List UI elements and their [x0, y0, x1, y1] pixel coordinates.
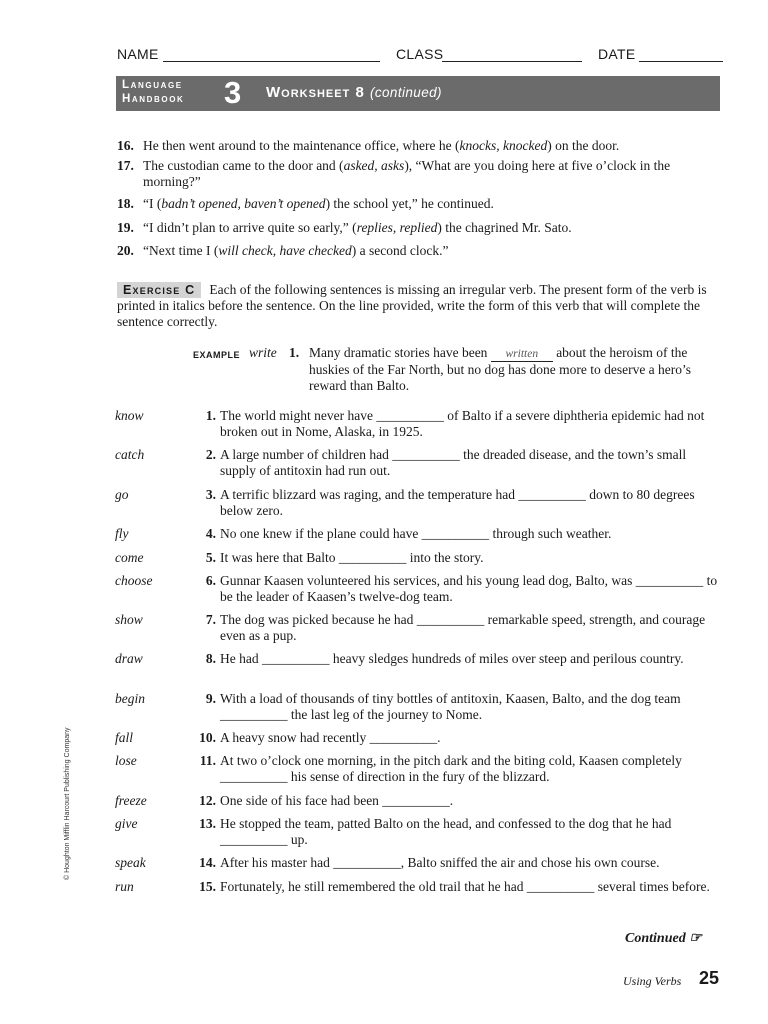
item-sentence[interactable]: The world might never have __________ of Balto if a severe diphtheria epidemic had not broken out in Nome, Alaska, in 1925.	[220, 408, 705, 439]
item-number: 1.	[205, 408, 216, 423]
exercise-instructions: Each of the following sentences is missing an irregular verb. The present form of the verb is printed in italics before the sentence. On the line provided, write the form of this verb that will complete the sentence correctly.	[117, 282, 707, 329]
item-number: 14.	[199, 855, 216, 870]
worksheet-continued: (continued)	[369, 85, 442, 100]
sentence-item	[117, 220, 725, 236]
verb-prompt: begin	[115, 691, 145, 706]
example-label: EXAMPLE	[193, 350, 241, 360]
example-answer: written	[491, 348, 553, 362]
item-sentence	[143, 138, 723, 154]
verb-prompt: come	[115, 550, 144, 565]
exercise-tag: Exercise C	[117, 282, 201, 298]
worksheet-banner	[116, 76, 720, 111]
verb-prompt: fly	[115, 526, 129, 541]
verb-prompt: freeze	[115, 793, 147, 808]
verb-prompt: show	[115, 612, 143, 627]
verb-prompt: draw	[115, 651, 143, 666]
verb-prompt: go	[115, 487, 129, 502]
item-number: 5.	[205, 550, 216, 565]
date-label: DATE	[598, 46, 636, 62]
verb-choices[interactable]: will check, have checked	[218, 243, 352, 258]
name-label: NAME	[117, 46, 159, 62]
example-verb: write	[249, 345, 277, 360]
chapter-number: 3	[224, 75, 242, 110]
footer-title: Using Verbs	[623, 974, 682, 988]
item-sentence[interactable]: He had __________ heavy sledges hundreds of miles over steep and perilous country.	[220, 651, 684, 666]
exercise-c-heading	[117, 282, 723, 330]
verb-prompt: choose	[115, 573, 153, 588]
item-number: 12.	[199, 793, 216, 808]
item-number: 8.	[205, 651, 216, 666]
item-number: 15.	[199, 879, 216, 894]
item-number: 17.	[117, 158, 134, 173]
sentence-text: “I didn’t plan to arrive quite so early,” (	[143, 220, 357, 235]
example-text-pre: Many dramatic stories have been	[309, 345, 488, 360]
item-number: 6.	[205, 573, 216, 588]
item-sentence[interactable]: One side of his face had been __________.	[220, 793, 454, 808]
copyright-notice: © Houghton Mifflin Harcourt Publishing Company	[64, 727, 71, 880]
item-number: 13.	[199, 816, 216, 831]
item-sentence	[143, 158, 723, 190]
item-number: 2.	[205, 447, 216, 462]
sentence-text: ), “What are you doing here at five o’clock in the morning?”	[143, 158, 671, 189]
item-number: 11.	[199, 753, 216, 768]
sentence-item	[117, 158, 725, 190]
item-sentence[interactable]: The dog was picked because he had __________ remarkable speed, strength, and courage even as a pup.	[220, 612, 706, 643]
verb-choices[interactable]: knocks, knocked	[459, 138, 548, 153]
sentence-text: “I (	[143, 196, 162, 211]
sentence-item	[117, 243, 725, 259]
item-number: 4.	[205, 526, 216, 541]
item-sentence[interactable]: A heavy snow had recently __________.	[220, 730, 441, 745]
item-number: 20.	[117, 243, 134, 258]
sentence-text: ) on the door.	[547, 138, 620, 153]
continued-label: Continued ☞	[625, 931, 702, 946]
item-number: 18.	[117, 196, 134, 211]
item-sentence[interactable]: No one knew if the plane could have __________ through such weather.	[220, 526, 612, 541]
verb-prompt: run	[115, 879, 134, 894]
item-number: 10.	[199, 730, 216, 745]
example-text-post: about the heroism of the huskies of the Far North, but no dog has done more to deserve a hero’s reward than Balto.	[309, 345, 692, 393]
name-field[interactable]	[163, 61, 380, 62]
sentence-text: ) the school yet,” he continued.	[325, 196, 494, 211]
item-sentence[interactable]: A terrific blizzard was raging, and the temperature had __________ down to 80 degrees below zero.	[220, 487, 695, 518]
page-number: 25	[699, 968, 720, 988]
sentence-item	[117, 138, 725, 154]
item-number: 19.	[117, 220, 134, 235]
item-number: 9.	[205, 691, 216, 706]
item-sentence	[143, 220, 723, 236]
item-sentence[interactable]: With a load of thousands of tiny bottles of antitoxin, Kaasen, Balto, and the dog team __________ the last leg of the journey to Nome.	[220, 691, 681, 722]
item-sentence[interactable]: At two o’clock one morning, in the pitch dark and the biting cold, Kaasen completely __________ his sense of direction in the fury of the blizzard.	[220, 753, 682, 784]
item-sentence[interactable]: A large number of children had __________ the dreaded disease, and the town’s small supply of antitoxin had run out.	[220, 447, 687, 478]
class-field[interactable]	[442, 61, 582, 62]
item-sentence	[143, 196, 723, 212]
verb-choices[interactable]: replies, replied	[356, 220, 438, 235]
item-number: 7.	[205, 612, 216, 627]
date-field[interactable]	[639, 61, 723, 62]
example-sentence	[309, 345, 723, 394]
worksheet-title	[266, 84, 442, 101]
item-sentence	[143, 243, 723, 259]
sentence-text: ) the chagrined Mr. Sato.	[437, 220, 572, 235]
verb-choices[interactable]: asked, asks	[343, 158, 405, 173]
verb-prompt: fall	[115, 730, 134, 745]
item-sentence[interactable]: Gunnar Kaasen volunteered his services, and his young lead dog, Balto, was __________ to be the leader of Kaasen’s twelve-dog team.	[220, 573, 718, 604]
student-info-fields	[117, 44, 723, 66]
sentence-text: The custodian came to the door and (	[143, 158, 344, 173]
handbook-line2: Handbook	[122, 93, 185, 105]
class-label: CLASS	[396, 46, 444, 62]
verb-prompt: give	[115, 816, 138, 831]
verb-prompt: know	[115, 408, 144, 423]
item-sentence[interactable]: After his master had __________, Balto sniffed the air and chose his own course.	[220, 855, 660, 870]
item-sentence[interactable]: Fortunately, he still remembered the old trail that he had __________ several times before.	[220, 879, 710, 894]
item-number: 16.	[117, 138, 134, 153]
item-sentence[interactable]: He stopped the team, patted Balto on the head, and confessed to the dog that he had __________ up.	[220, 816, 672, 847]
worksheet-title-text: Worksheet 8	[266, 84, 365, 101]
example-number: 1.	[289, 345, 300, 360]
sentence-text: He then went around to the maintenance office, where he (	[143, 138, 460, 153]
verb-prompt: speak	[115, 855, 146, 870]
sentence-text: “Next time I (	[143, 243, 219, 258]
item-sentence[interactable]: It was here that Balto __________ into the story.	[220, 550, 484, 565]
verb-prompt: catch	[115, 447, 145, 462]
verb-choices[interactable]: badn’t opened, baven’t opened	[161, 196, 326, 211]
handbook-label	[122, 78, 184, 106]
sentence-text: ) a second clock.”	[351, 243, 449, 258]
sentence-item	[117, 196, 725, 212]
item-number: 3.	[205, 487, 216, 502]
verb-prompt: lose	[115, 753, 137, 768]
handbook-line1: Language	[122, 79, 183, 91]
